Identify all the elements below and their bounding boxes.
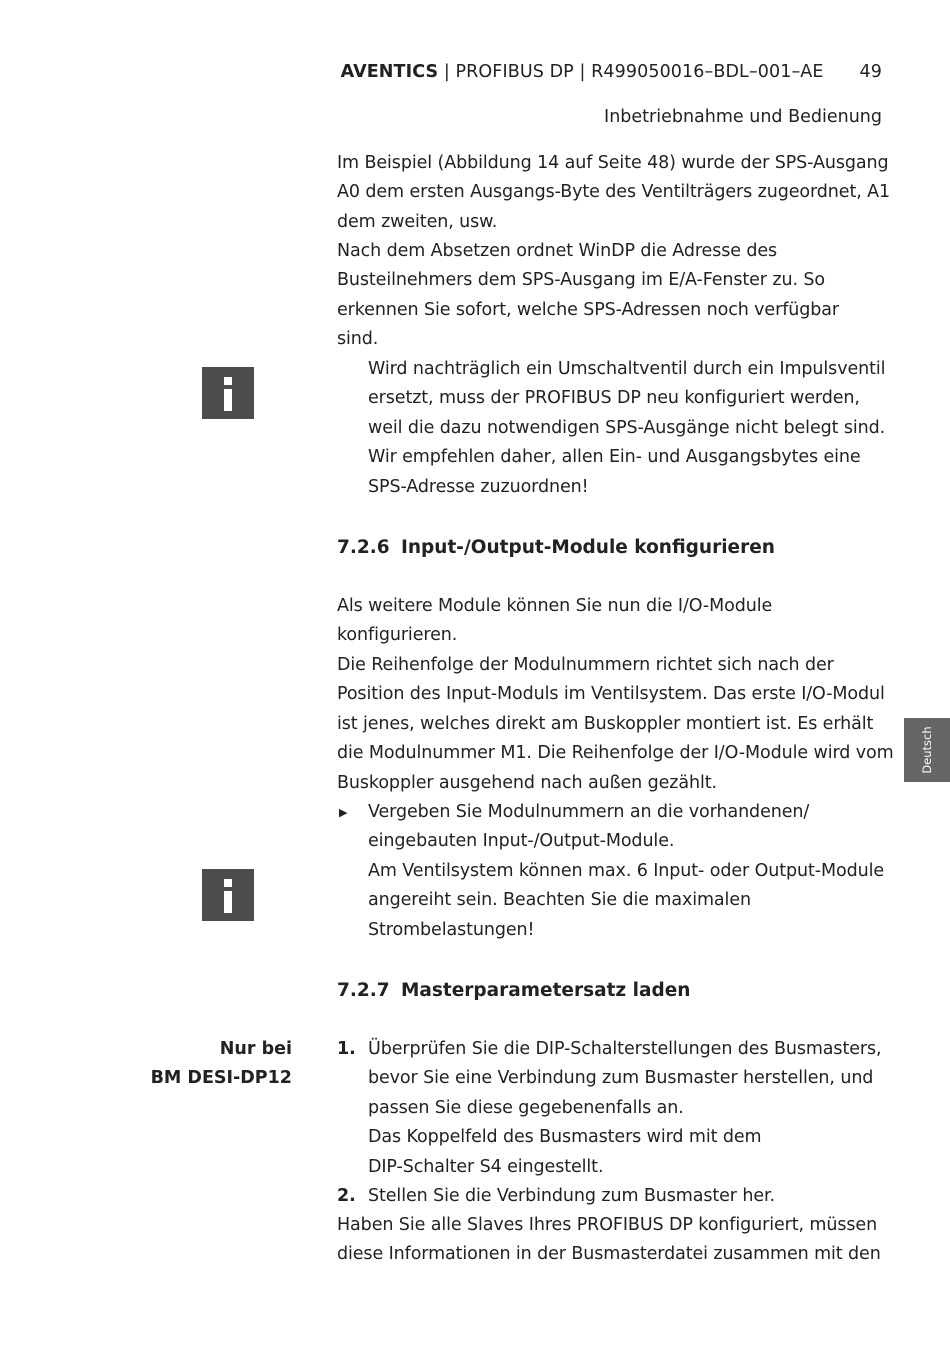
text-line: Buskoppler ausgehend nach außen gezählt.	[337, 772, 717, 793]
text-line: Nach dem Absetzen ordnet WinDP die Adresse des	[337, 241, 778, 261]
text-line: Im Beispiel (Abbildung 14 auf Seite 48) wurde der SPS-Ausgang	[337, 153, 889, 173]
info-note-1	[368, 355, 898, 502]
text-line: eingebauten Input-/Output-Module.	[368, 831, 675, 852]
section-title: Masterparametersatz laden	[401, 980, 691, 1001]
section-heading-7-2-7	[337, 980, 690, 1001]
section-726-paragraph-2	[337, 651, 897, 798]
info-icon	[202, 869, 254, 921]
intro-paragraph-1	[337, 149, 897, 237]
text-line: die Modulnummer M1. Die Reihenfolge der I/O-Module wird vom	[337, 743, 894, 764]
text-line: Busteilnehmers dem SPS-Ausgang im E/A-Fenster zu. So	[337, 270, 825, 291]
text-line: Wird nachträglich ein Umschaltventil durch ein Impulsventil	[368, 359, 886, 379]
document-id: | PROFIBUS DP | R499050016–BDL–001–AE	[438, 62, 824, 82]
step-number-2: 2.	[337, 1186, 356, 1206]
text-line: SPS-Adresse zuzuordnen!	[368, 476, 589, 497]
intro-paragraph-2	[337, 237, 897, 355]
step-2-text: Stellen Sie die Verbindung zum Busmaster her.	[368, 1186, 775, 1206]
section-number: 7.2.7	[337, 980, 390, 1001]
text-line: Am Ventilsystem können max. 6 Input- oder Output-Module	[368, 861, 885, 881]
section-number: 7.2.6	[337, 537, 390, 558]
running-header	[341, 62, 882, 82]
section-title: Input-/Output-Module konfigurieren	[401, 537, 775, 558]
text-line: Überprüfen Sie die DIP-Schalterstellungen des Busmasters,	[368, 1039, 882, 1059]
text-line: A0 dem ersten Ausgangs-Byte des Ventilträgers zugeordnet, A1	[337, 182, 891, 203]
closing-paragraph	[337, 1211, 897, 1270]
text-line: passen Sie diese gegebenenfalls an.	[368, 1097, 684, 1118]
text-line: angereiht sein. Beachten Sie die maximalen	[368, 890, 751, 911]
text-line: ist jenes, welches direkt am Buskoppler montiert ist. Es erhält	[337, 713, 874, 734]
text-line: erkennen Sie sofort, welche SPS-Adressen noch verfügbar	[337, 299, 839, 320]
brand-name: AVENTICS	[340, 62, 439, 82]
page-number: 49	[859, 62, 882, 82]
text-line: diese Informationen in der Busmasterdatei zusammen mit den	[337, 1244, 881, 1265]
text-line: bevor Sie eine Verbindung zum Busmaster herstellen, und	[368, 1068, 874, 1089]
margin-note	[151, 1035, 292, 1094]
step-1-text	[368, 1035, 898, 1182]
instruction-step	[368, 798, 898, 857]
text-line: ersetzt, muss der PROFIBUS DP neu konfiguriert werden,	[368, 388, 860, 409]
text-line: BM DESI-DP12	[150, 1068, 292, 1089]
info-note-2	[368, 857, 898, 945]
section-heading-7-2-6	[337, 537, 775, 558]
text-line: konfigurieren.	[337, 625, 458, 646]
text-line: Strombelastungen!	[368, 919, 535, 940]
text-line: Die Reihenfolge der Modulnummern richtet sich nach der	[337, 655, 834, 675]
language-tab	[904, 718, 950, 782]
text-line: Als weitere Module können Sie nun die I/O-Module	[337, 596, 773, 616]
step-number-1: 1.	[337, 1039, 356, 1059]
section-726-paragraph-1	[337, 592, 897, 651]
text-line: sind.	[337, 329, 379, 350]
text-line: Das Koppelfeld des Busmasters wird mit dem	[368, 1127, 762, 1148]
text-line: dem zweiten, usw.	[337, 211, 498, 232]
text-line: Haben Sie alle Slaves Ihres PROFIBUS DP konfiguriert, müssen	[337, 1215, 878, 1235]
text-line: DIP-Schalter S4 eingestellt.	[368, 1156, 604, 1177]
bullet-arrow-icon: ▶	[339, 806, 348, 819]
info-icon	[202, 367, 254, 419]
text-line: Wir empfehlen daher, allen Ein- und Ausgangsbytes eine	[368, 447, 861, 468]
text-line: Vergeben Sie Modulnummern an die vorhandenen/	[368, 802, 810, 822]
chapter-title: Inbetriebnahme und Bedienung	[604, 107, 882, 127]
text-line: Nur bei	[219, 1039, 292, 1059]
text-line: Position des Input-Moduls im Ventilsystem. Das erste I/O-Modul	[337, 684, 885, 705]
language-tab-label: Deutsch	[920, 726, 934, 774]
text-line: weil die dazu notwendigen SPS-Ausgänge nicht belegt sind.	[368, 417, 886, 438]
